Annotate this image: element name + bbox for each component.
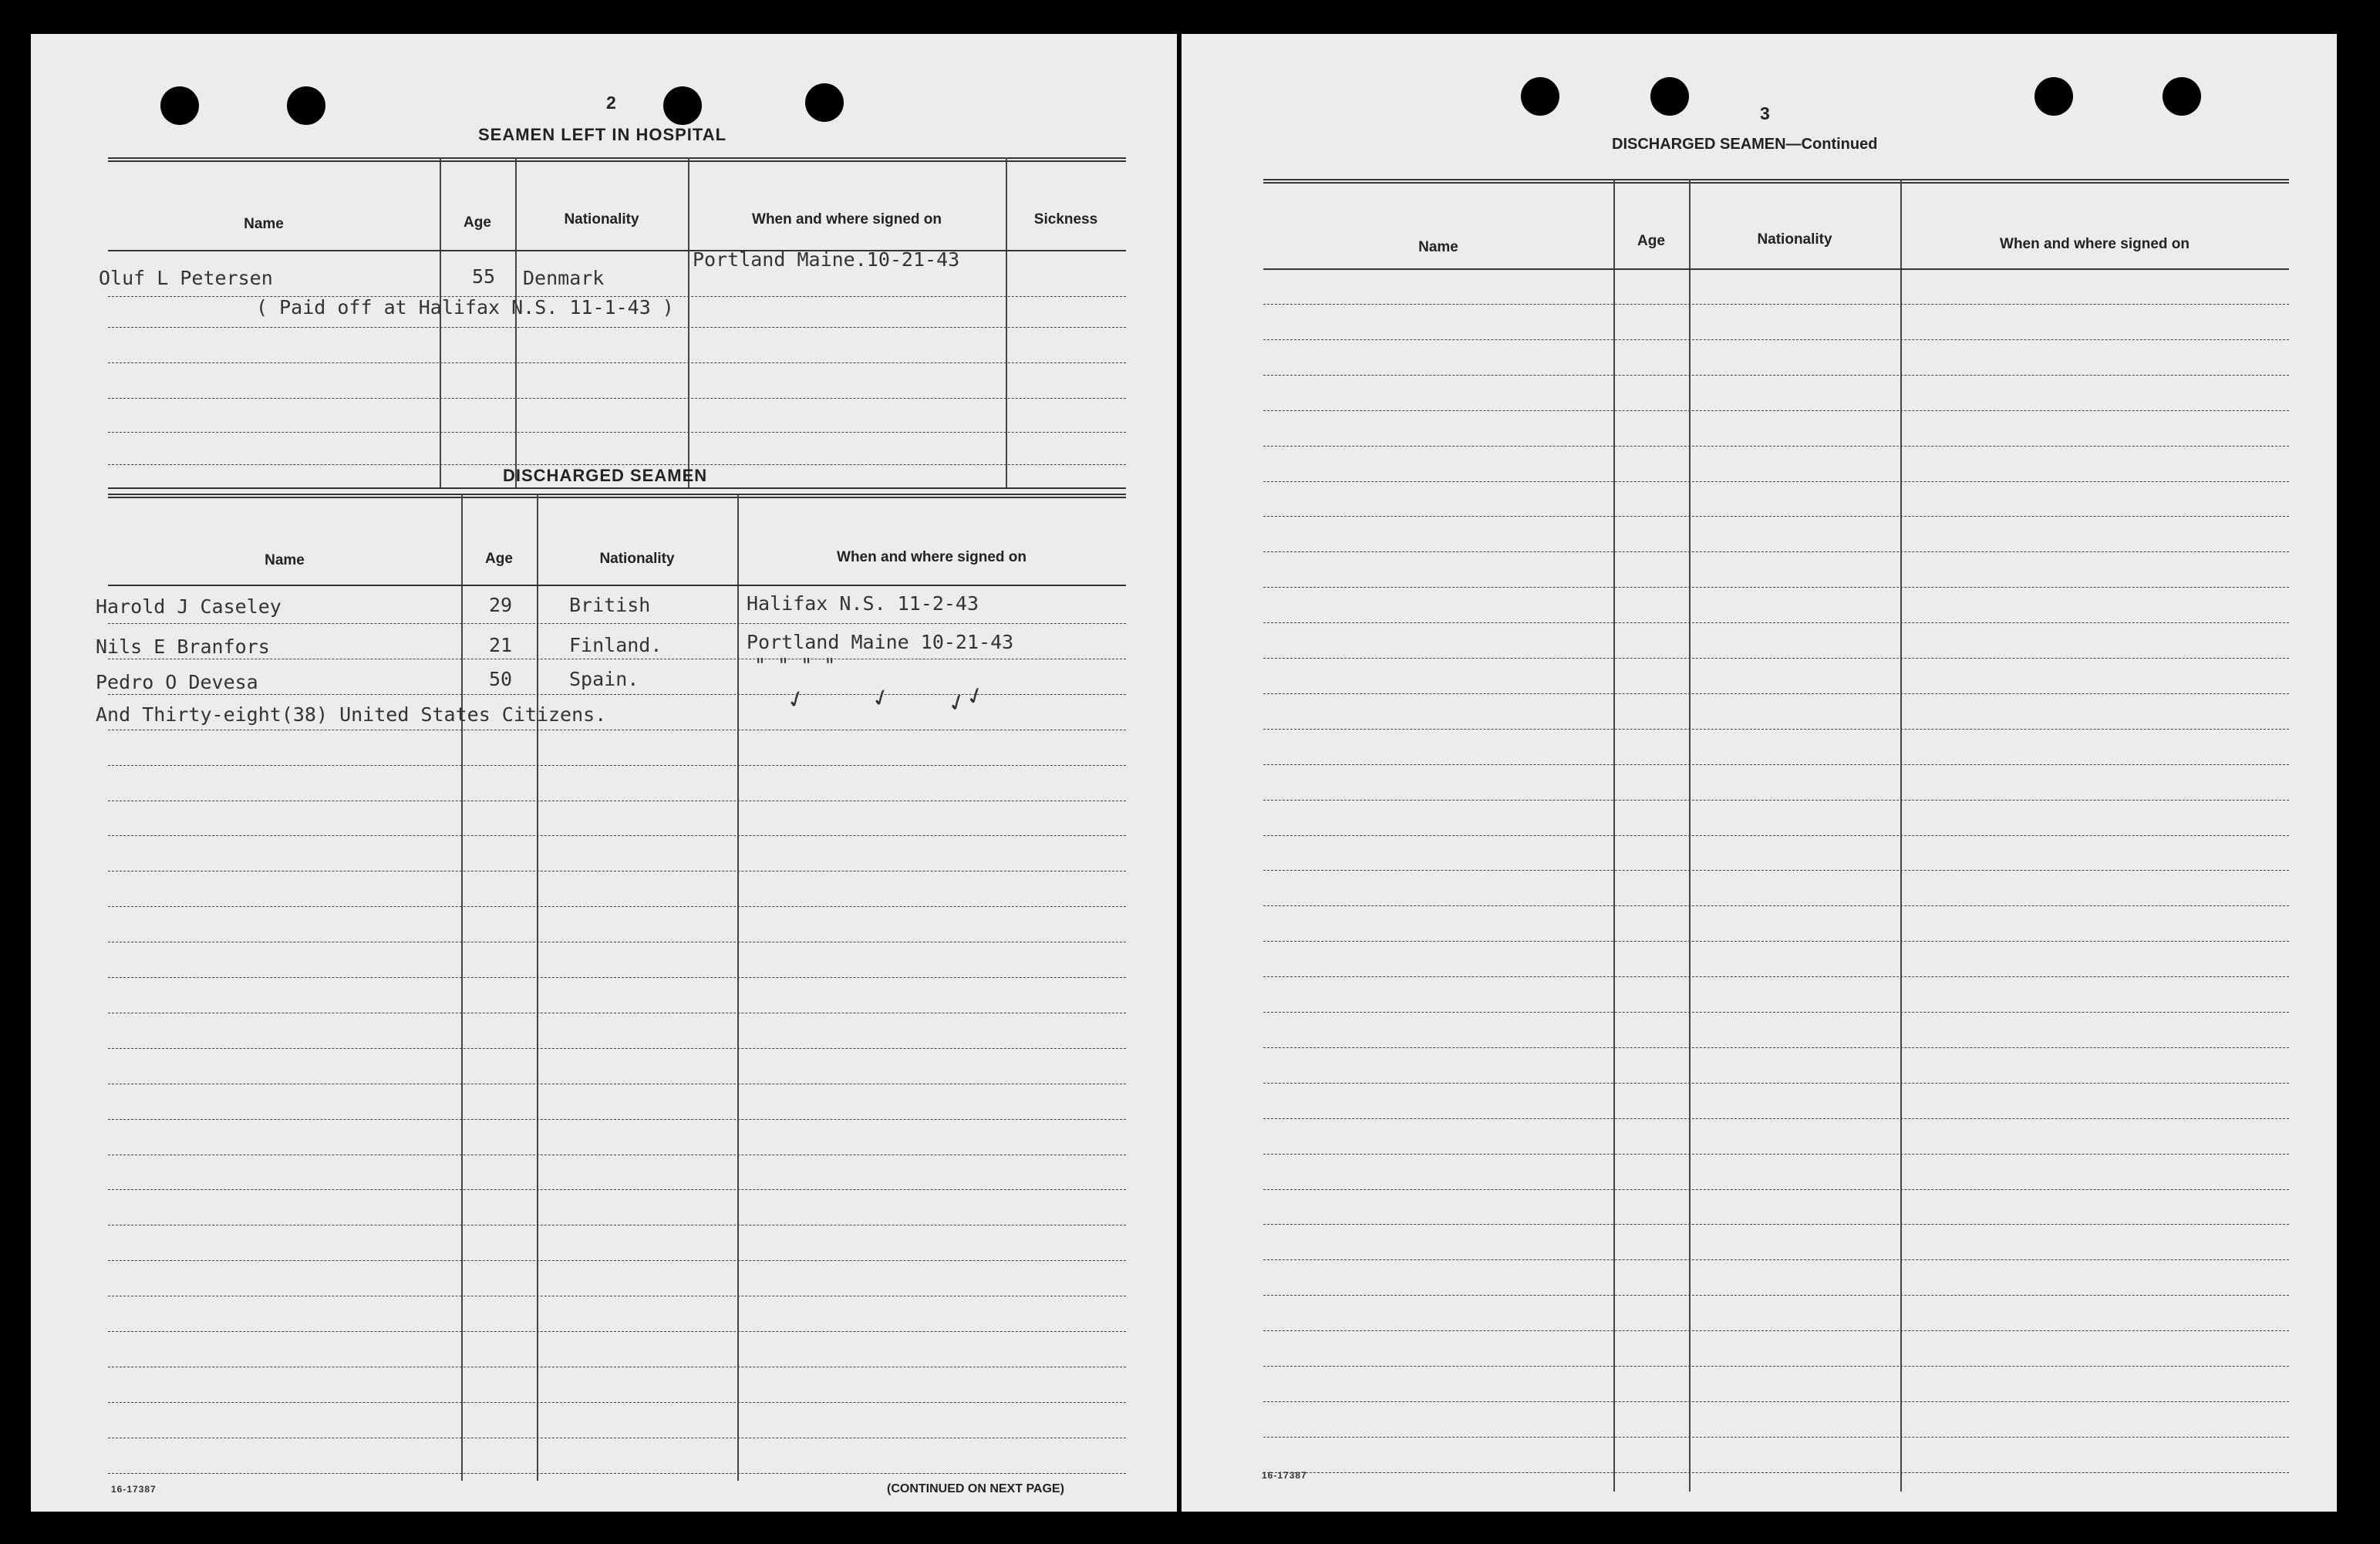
page-number: 3 (1760, 103, 1770, 123)
table-rule (1263, 905, 2289, 906)
table-rule (1263, 1295, 2289, 1296)
table-rule (1263, 941, 2289, 942)
table-rule (1263, 516, 2289, 517)
col-header-signed-on: When and where signed on (2000, 236, 2190, 252)
hospital-table (99, 157, 1126, 489)
table-rule (108, 1189, 1126, 1190)
discharged-section-title: DISCHARGED SEAMEN (503, 466, 708, 485)
table-rule (108, 694, 1126, 695)
table-rule (1263, 1437, 2289, 1438)
table-rule (1263, 835, 2289, 836)
col-header-signed-on: When and where signed on (752, 211, 942, 228)
table-rule (1263, 1330, 2289, 1331)
discharged-row-name: Pedro O Devesa (96, 671, 258, 693)
table-rule (108, 1402, 1126, 1403)
discharged-table (96, 494, 1126, 1481)
table-rule (1263, 1012, 2289, 1013)
col-header-nationality: Nationality (564, 211, 639, 228)
continued-footer: (CONTINUED ON NEXT PAGE) (887, 1482, 1064, 1495)
col-header-name: Name (244, 216, 284, 232)
table-rule (1263, 1083, 2289, 1084)
table-rule (108, 835, 1126, 836)
table-rule (1263, 551, 2289, 552)
table-rule (1263, 1118, 2289, 1119)
table-rule (1263, 1472, 2289, 1473)
table-rule (1263, 1259, 2289, 1260)
punch-hole (160, 86, 199, 125)
check-mark: ✓✓ (943, 680, 989, 720)
col-header-signed-on: When and where signed on (837, 549, 1027, 565)
table-rule (1263, 304, 2289, 305)
discharged-summary: And Thirty-eight(38) United States Citizens. (96, 703, 607, 726)
col-header-sickness: Sickness (1033, 211, 1098, 228)
table-rule (108, 1048, 1126, 1049)
punch-hole (1521, 77, 1559, 116)
table-rule (108, 1331, 1126, 1332)
punch-hole (2163, 77, 2201, 116)
col-header-nationality: Nationality (599, 551, 675, 567)
table-rule (1263, 1189, 2289, 1190)
table-rule (1263, 729, 2289, 730)
right-page (1182, 34, 2337, 1512)
table-rule (1263, 410, 2289, 411)
discharged-row-signed-on: " " " " (754, 654, 836, 676)
punch-hole (1650, 77, 1689, 116)
table-rule (1263, 870, 2289, 871)
check-mark: ✓ (867, 682, 895, 715)
table-rule (1263, 800, 2289, 801)
table-rule (1263, 622, 2289, 623)
punch-hole (287, 86, 325, 125)
left-page (31, 34, 1177, 1512)
check-mark: ✓ (782, 683, 811, 716)
table-rule (108, 906, 1126, 907)
table-rule (1263, 1047, 2289, 1048)
hospital-name: Oluf L Petersen (99, 267, 273, 289)
discharged-row-nationality: Spain. (569, 668, 639, 690)
discharged-row-signed-on: Portland Maine 10-21-43 (747, 631, 1014, 653)
discharged-row-age: 50 (489, 668, 513, 690)
discharged-row-name: Nils E Branfors (96, 635, 270, 658)
table-rule (1263, 976, 2289, 977)
table-rule (1263, 1154, 2289, 1155)
punch-hole (663, 86, 702, 125)
punch-hole (2034, 77, 2073, 116)
hospital-section-title: SEAMEN LEFT IN HOSPITAL (478, 125, 727, 144)
table-rule (1263, 339, 2289, 340)
discharged-row-nationality: British (569, 594, 651, 616)
discharged-row-nationality: Finland. (569, 634, 662, 656)
table-rule (108, 977, 1126, 978)
page-number: 2 (606, 93, 616, 113)
table-rule (108, 1260, 1126, 1261)
table-rule (1263, 764, 2289, 765)
discharged-row-name: Harold J Caseley (96, 595, 281, 618)
hospital-age: 55 (472, 265, 496, 288)
discharged-continued-table (1263, 179, 2289, 1492)
form-number: 16-17387 (111, 1484, 157, 1495)
discharged-continued-title: DISCHARGED SEAMEN—Continued (1612, 136, 1878, 153)
table-rule (1263, 481, 2289, 482)
table-rule (1263, 1224, 2289, 1225)
hospital-signed-on: Portland Maine.10-21-43 (693, 248, 960, 271)
table-rule (108, 623, 1126, 624)
col-header-name: Name (1418, 239, 1458, 255)
col-header-age: Age (485, 551, 513, 567)
col-header-age: Age (1637, 233, 1665, 249)
hospital-note: ( Paid off at Halifax N.S. 11-1-43 ) (256, 296, 674, 319)
discharged-row-age: 21 (489, 634, 513, 656)
col-header-name: Name (265, 552, 305, 568)
hospital-nationality: Denmark (523, 267, 605, 289)
table-rule (1263, 1401, 2289, 1402)
form-number: 16-17387 (1262, 1470, 1307, 1481)
table-rule (1263, 587, 2289, 588)
discharged-row-signed-on: Halifax N.S. 11-2-43 (747, 592, 979, 615)
table-rule (108, 765, 1126, 766)
col-header-age: Age (464, 214, 491, 231)
table-rule (1263, 658, 2289, 659)
table-rule (1263, 446, 2289, 447)
table-rule (108, 1473, 1126, 1474)
col-header-nationality: Nationality (1757, 231, 1832, 248)
table-rule (1263, 693, 2289, 694)
table-rule (108, 1119, 1126, 1120)
punch-hole (805, 83, 844, 122)
discharged-row-age: 29 (489, 594, 513, 616)
table-rule (1263, 1366, 2289, 1367)
table-rule (1263, 375, 2289, 376)
